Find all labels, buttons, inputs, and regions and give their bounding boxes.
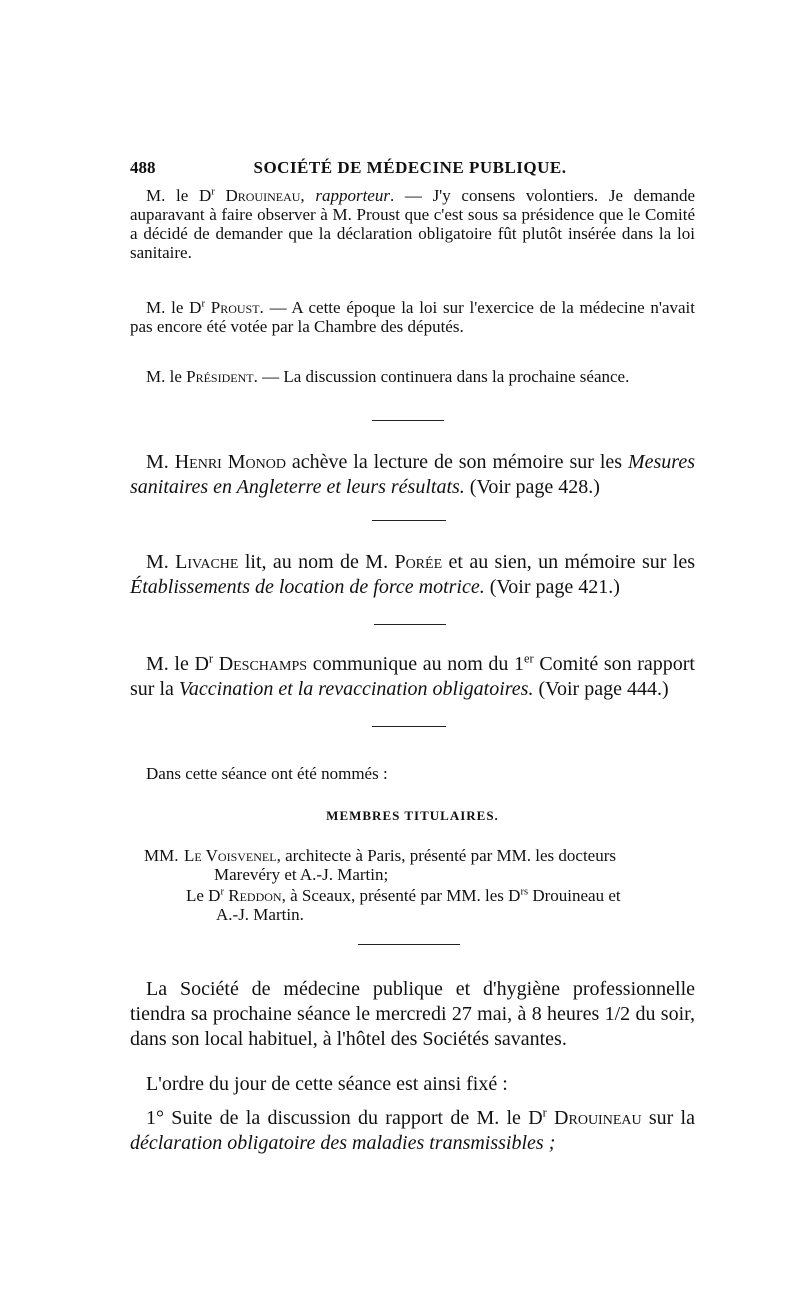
running-title: SOCIÉTÉ DE MÉDECINE PUBLIQUE. [253,158,567,177]
paragraph-drouineau-reply: M. le $D^r$ Drouineau, rapporteur. — J'y consens volontiers. Je demande auparavant à faire observer à M. Proust que c'est sous sa présidence que le Comité a décidé de demander que la déclaration obligatoire fût plutôt insérée dans la loi sanitaire. [130,186,696,262]
speaker-name: Drouineau [554,1107,642,1129]
speaker-name: Henri Monod [174,451,286,473]
paragraph-agenda-item-1: 1° Suite de la discussion du rapport de M. le $D^r$ Drouineau sur la déclaration obligatoire des maladies transmissibles ; [130,1105,695,1154]
separator-rule [372,726,446,727]
separator-rule [372,420,444,421]
paragraph-president: M. le Président. — La discussion continuera dans la prochaine séance. [146,367,630,386]
member-name: Reddon [228,886,282,905]
page-header [130,158,690,184]
speaker-name: Deschamps [218,653,308,675]
speaker-role: rapporteur [315,186,390,205]
separator-rule [374,624,446,625]
speaker-name: Livache [175,551,239,573]
report-title: Vaccination et la revaccination obligatoires. [178,678,534,700]
members-heading: MEMBRES TITULAIRES. [326,808,499,823]
member-entry-voisvenel: MM. Le Voisvenel, architecte à Paris, présenté par MM. les docteurs Marevéry et A.-J. Martin; [144,846,616,884]
separator-rule [372,520,446,521]
paragraph-agenda-intro: L'ordre du jour de cette séance est ainsi fixé : [146,1073,508,1095]
paragraph-deschamps: M. le $D^r$ Deschamps communique au nom du 1er Comité son rapport sur la Vaccination et la revaccination obligatoires. (Voir page 444.) [130,651,695,700]
speaker-name: Président [186,367,254,386]
separator-rule [358,944,460,945]
speaker-name: Porée [394,551,443,573]
paragraph-proust: M. le $D^r$ Proust. — A cette époque la loi sur l'exercice de la médecine n'avait pas encore été votée par la Chambre des députés. [130,298,696,336]
member-name: Le Voisvenel [184,846,277,865]
member-entry-reddon: Le $D^r$ Reddon, à Sceaux, présenté par MM. les $D^{rs}$ Drouineau et A.-J. Martin. [186,886,621,924]
paragraph-next-session: La Société de médecine publique et d'hygiène professionnelle tiendra sa prochaine séance le mercredi 27 mai, à 8 heures 1/2 du soir, dans son local habituel, à l'hôtel des Sociétés savantes. [130,978,695,1050]
paragraph-nominations-intro: Dans cette séance ont été nommés : [146,764,388,783]
speaker-name: Proust [210,298,260,317]
speaker-name: Drouineau [225,186,301,205]
memoir-title: Mesures sanitaires en Angleterre et leurs résultats. [130,451,695,498]
page-number: 488 [130,158,156,177]
paragraph-monod: M. Henri Monod achève la lecture de son mémoire sur les Mesures sanitaires en Angleterre et leurs résultats. (Voir page 428.) [130,451,695,498]
memoir-title: Établissements de location de force motrice. [130,576,485,598]
agenda-topic-title: déclaration obligatoire des maladies transmissibles ; [130,1132,556,1154]
paragraph-livache: M. Livache lit, au nom de M. Porée et au sien, un mémoire sur les Établissements de location de force motrice. (Voir page 421.) [130,551,695,598]
